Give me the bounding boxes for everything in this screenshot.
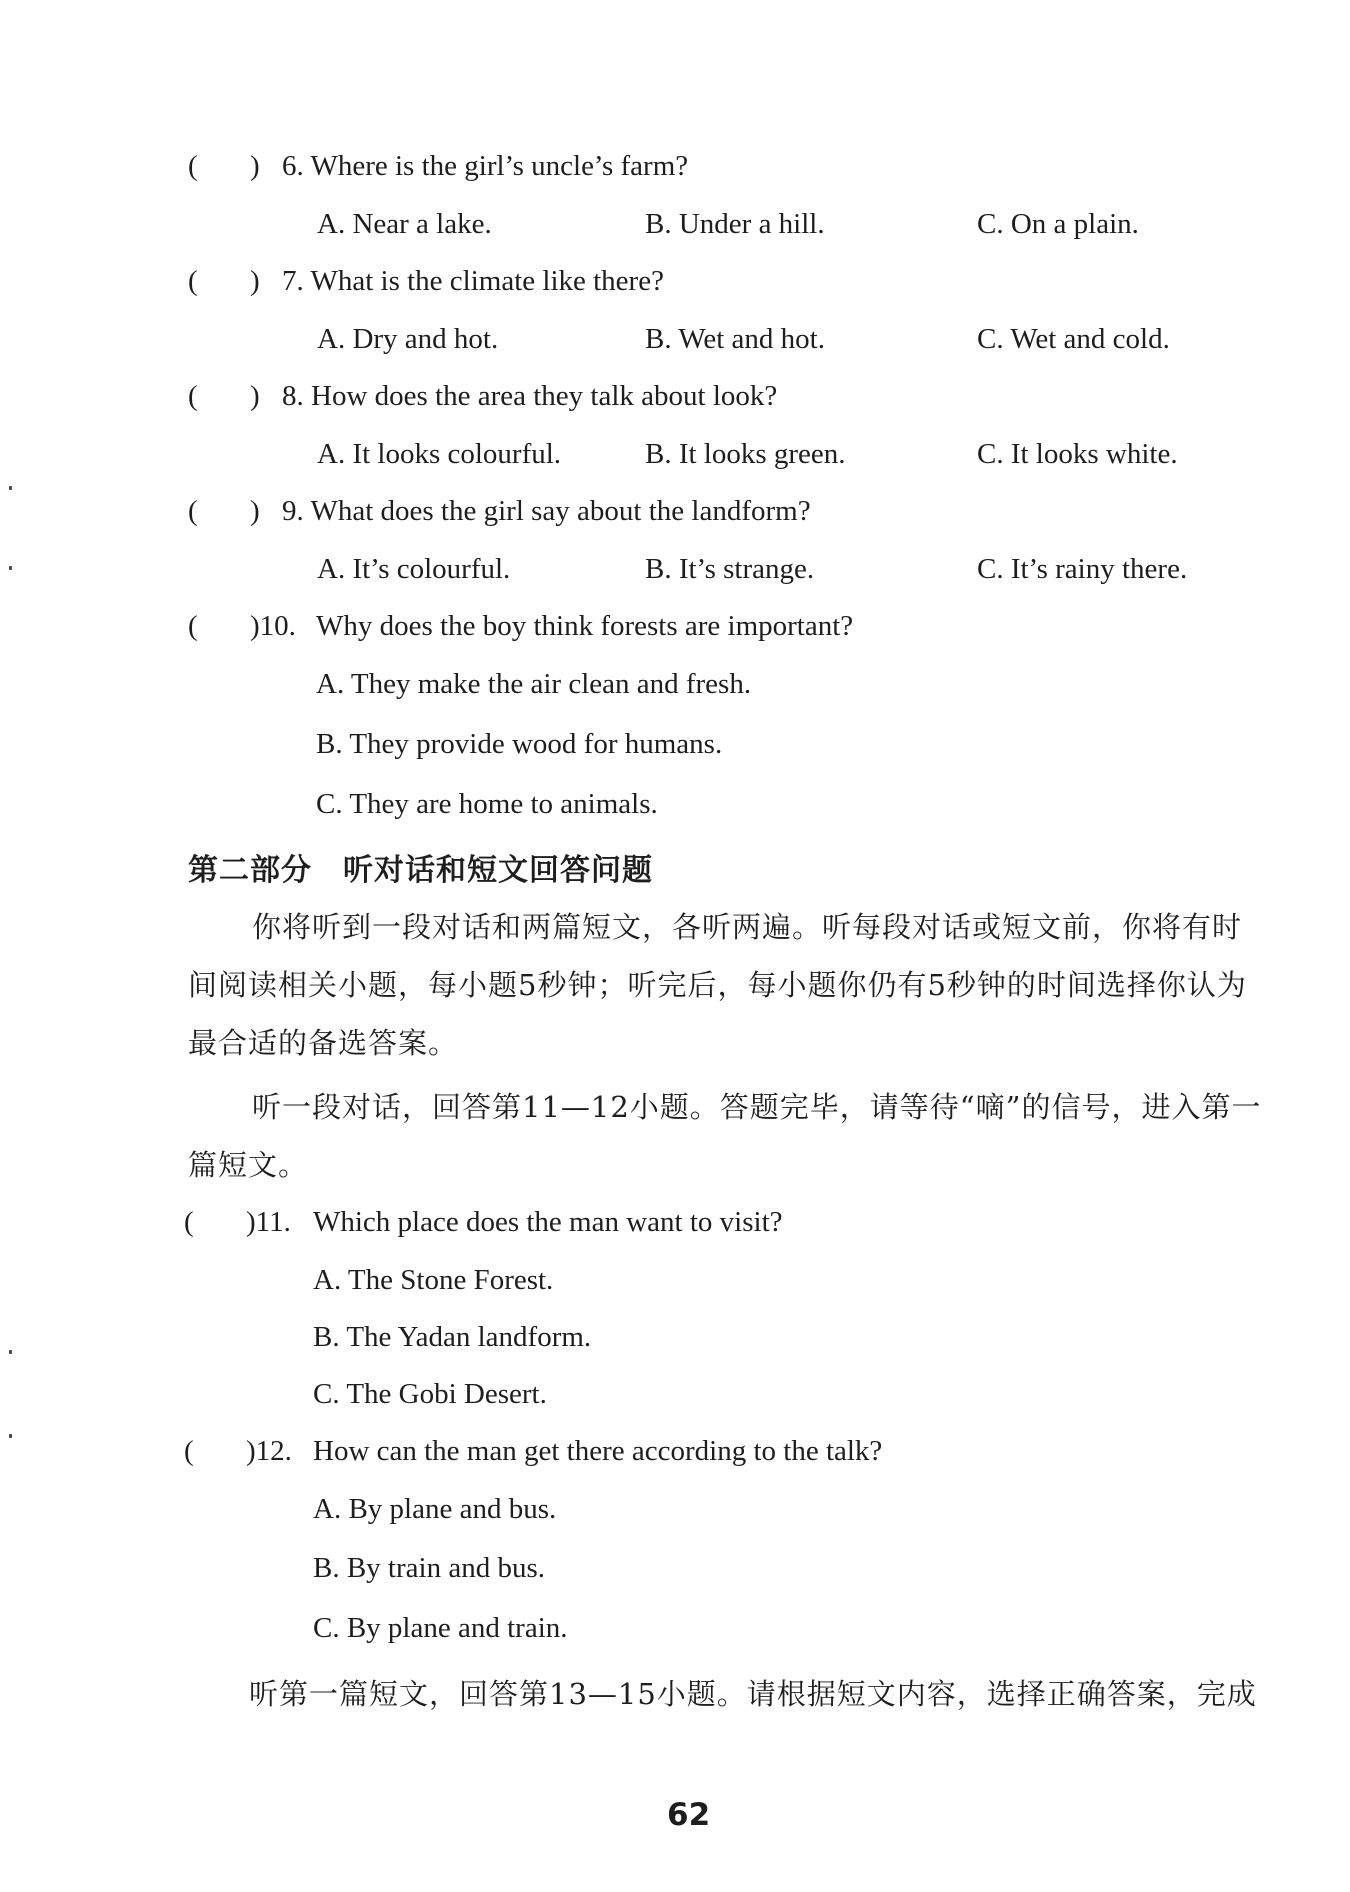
q11-option-b: B. The Yadan landform. [313,1321,592,1353]
q11-option-a: A. The Stone Forest. [313,1264,554,1296]
instruction-line: 听第一篇短文，回答第13—15小题。请根据短文内容，选择正确答案，完成 [249,1677,1257,1711]
scan-speck [9,566,12,570]
q12-option-b: B. By train and bus. [313,1552,545,1584]
q6-option-c: C. On a plain. [977,208,1139,240]
q11-option-c: C. The Gobi Desert. [313,1378,547,1410]
answer-bracket-open: ( [188,610,198,642]
answer-bracket-close: ) [250,265,260,297]
question-12-stem: How can the man get there according to the talk? [313,1435,883,1467]
q12-option-a: A. By plane and bus. [313,1493,557,1525]
answer-bracket-open: ( [188,265,198,297]
instruction-line: 听一段对话，回答第11—12小题。答题完毕，请等待“嘀”的信号，进入第一 [252,1090,1262,1124]
scan-speck [9,1434,12,1438]
instruction-line: 你将听到一段对话和两篇短文，各听两遍。听每段对话或短文前，你将有时 [252,910,1243,944]
q6-option-b: B. Under a hill. [645,208,825,240]
q8-option-a: A. It looks colourful. [317,438,562,470]
q7-option-a: A. Dry and hot. [317,323,499,355]
answer-bracket-close: ) [250,380,260,412]
instruction-line: 最合适的备选答案。 [188,1026,459,1060]
section-heading: 第二部分 听对话和短文回答问题 [188,853,653,888]
answer-bracket-close-number: )12. [246,1435,292,1467]
answer-bracket-open: ( [188,150,198,182]
instruction-line: 间阅读相关小题，每小题5秒钟；听完后，每小题你仍有5秒钟的时间选择你认为 [188,968,1247,1002]
answer-bracket-open: ( [188,380,198,412]
q6-option-a: A. Near a lake. [317,208,492,240]
page-number: 62 [667,1797,711,1833]
q10-option-a: A. They make the air clean and fresh. [316,668,752,700]
answer-bracket-close: ) [250,150,260,182]
question-11-stem: Which place does the man want to visit? [313,1206,783,1238]
q10-option-c: C. They are home to animals. [316,788,658,820]
answer-bracket-open: ( [188,495,198,527]
question-8-stem: 8. How does the area they talk about look? [282,380,778,412]
question-10-stem: Why does the boy think forests are important? [316,610,854,642]
answer-bracket-close-number: )10. [250,610,296,642]
question-7-stem: 7. What is the climate like there? [282,265,664,297]
scan-speck [9,1350,12,1354]
scan-speck [9,486,12,490]
q8-option-c: C. It looks white. [977,438,1178,470]
q12-option-c: C. By plane and train. [313,1612,568,1644]
question-6-stem: 6. Where is the girl’s uncle’s farm? [282,150,689,182]
instruction-line: 篇短文。 [188,1148,309,1182]
question-9-stem: 9. What does the girl say about the landform? [282,495,811,527]
q9-option-c: C. It’s rainy there. [977,553,1188,585]
answer-bracket-close-number: )11. [246,1206,291,1238]
q7-option-c: C. Wet and cold. [977,323,1170,355]
answer-bracket-open: ( [184,1435,194,1467]
q10-option-b: B. They provide wood for humans. [316,728,723,760]
q9-option-a: A. It’s colourful. [317,553,511,585]
answer-bracket-close: ) [250,495,260,527]
answer-bracket-open: ( [184,1206,194,1238]
q8-option-b: B. It looks green. [645,438,846,470]
q7-option-b: B. Wet and hot. [645,323,825,355]
q9-option-b: B. It’s strange. [645,553,815,585]
